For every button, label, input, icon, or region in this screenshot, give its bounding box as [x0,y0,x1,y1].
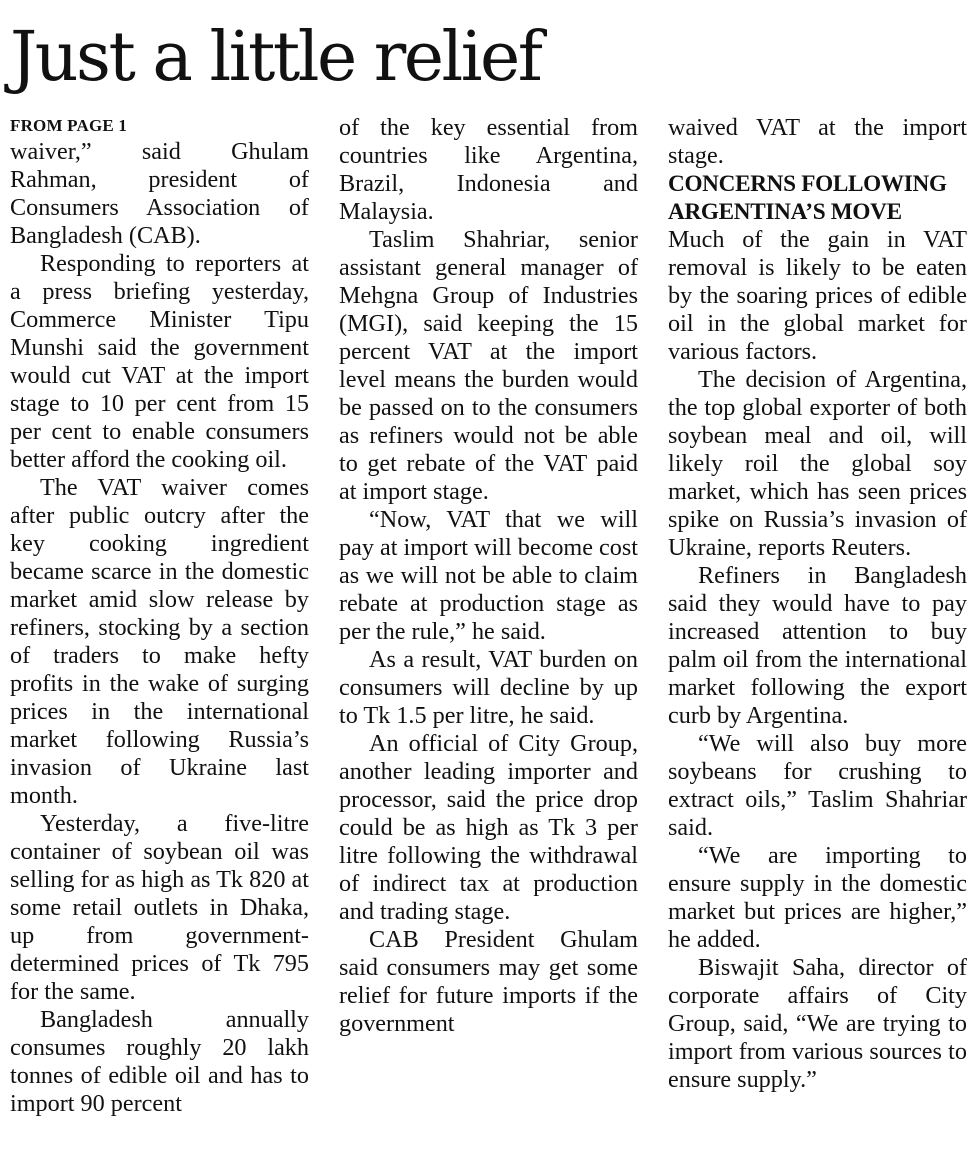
paragraph: Yesterday, a five-litre container of soybean oil was selling for as high as Tk 820 at some retail outlets in Dhaka, up from government-determined prices of Tk 795 for the same. [10,810,309,1005]
paragraph: Bangladesh annually consumes roughly 20 lakh tonnes of edible oil and has to import 90 percent [10,1006,309,1117]
paragraph: waiver,” said Ghulam Rahman, president of Consumers Association of Bangladesh (CAB). [10,138,309,249]
paragraph: As a result, VAT burden on consumers will decline by up to Tk 1.5 per litre, he said. [339,646,638,729]
paragraph: CAB President Ghulam said consumers may get some relief for future imports if the government [339,926,638,1037]
paragraph: Taslim Shahriar, senior assistant general manager of Mehgna Group of Industries (MGI), said keeping the 15 percent VAT at the import level means the burden would be passed on to the consumers as refiners would not be able to get rebate of the VAT paid at import stage. [339,226,638,505]
paragraph: Responding to reporters at a press briefing yesterday, Commerce Minister Tipu Munshi said the government would cut VAT at the import stage to 10 per cent from 15 per cent to enable consumers better afford the cooking oil. [10,250,309,473]
headline: Just a little relief [10,18,541,97]
paragraph: Refiners in Bangladesh said they would have to pay increased attention to buy palm oil from the international market following the export curb by Argentina. [668,562,967,729]
article-column-2 [339,114,638,1038]
paragraph: Much of the gain in VAT removal is likely to be eaten by the soaring prices of edible oil in the global market for various factors. [668,226,967,365]
paragraph: waived VAT at the import stage. [668,114,967,169]
paragraph: “Now, VAT that we will pay at import will become cost as we will not be able to claim rebate at production stage as per the rule,” he said. [339,506,638,645]
paragraph: “We are importing to ensure supply in the domestic market but prices are higher,” he added. [668,842,967,953]
paragraph: The decision of Argentina, the top global exporter of both soybean meal and oil, will likely roil the global soy market, which has seen prices spike on Russia’s invasion of Ukraine, reports Reuters. [668,366,967,561]
paragraph: The VAT waiver comes after public outcry after the key cooking ingredient became scarce in the domestic market amid slow release by refiners, stocking by a section of traders to make hefty profits in the wake of surging prices in the international market following Russia’s invasion of Ukraine last month. [10,474,309,809]
paragraph: “We will also buy more soybeans for crushing to extract oils,” Taslim Shahriar said. [668,730,967,841]
article-column-3 [668,114,967,1094]
paragraph: of the key essential from countries like Argentina, Brazil, Indonesia and Malaysia. [339,114,638,225]
article-column-1 [10,114,309,1118]
paragraph: Biswajit Saha, director of corporate affairs of City Group, said, “We are trying to import from various sources to ensure supply.” [668,954,967,1093]
continuation-kicker: FROM PAGE 1 [10,116,128,135]
section-subhead: CONCERNS FOLLOWING ARGENTINA’S MOVE [668,171,947,225]
paragraph: An official of City Group, another leading importer and processor, said the price drop could be as high as Tk 3 per litre following the withdrawal of indirect tax at production and trading stage. [339,730,638,925]
